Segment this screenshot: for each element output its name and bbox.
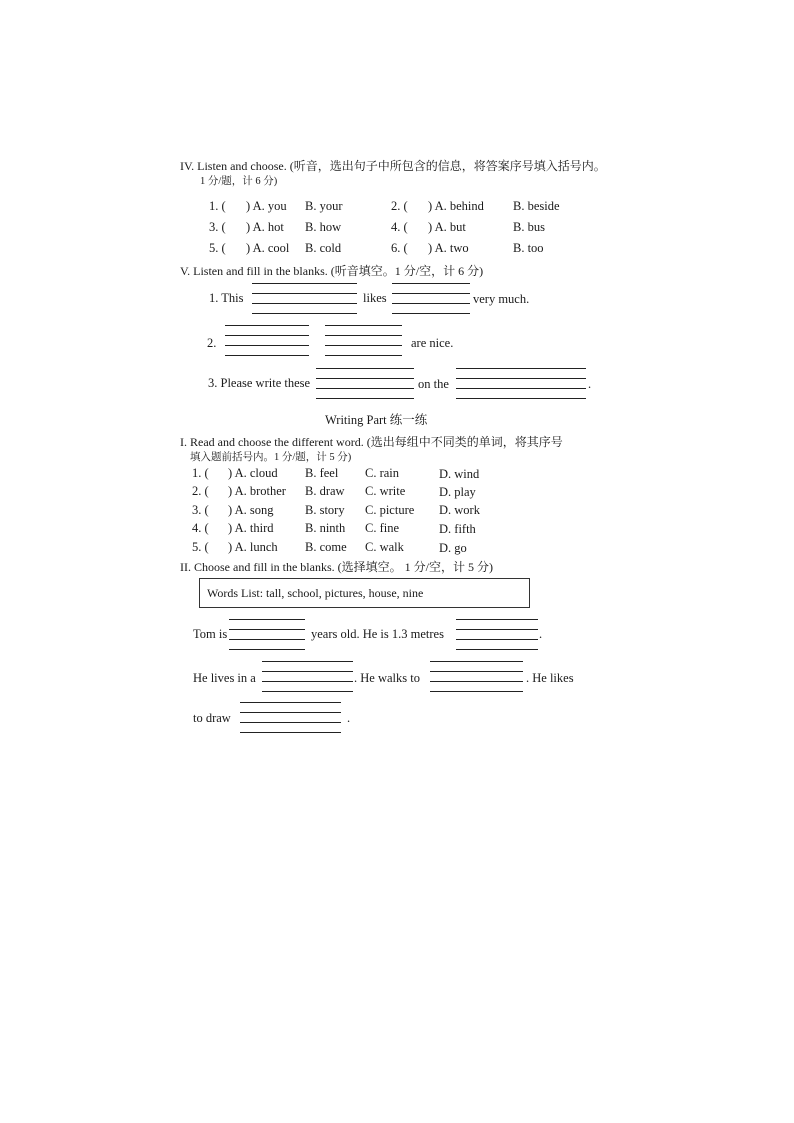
- option-b: B. draw: [305, 484, 345, 498]
- section-iv-heading: IV. Listen and choose. (听音，选出句子中所包含的信息，将答案序号填入括号内。: [180, 159, 606, 173]
- option-a: ) A. behind: [428, 199, 484, 213]
- blank-line: [430, 691, 523, 692]
- item-number: 3. (: [192, 503, 209, 517]
- option-b: B. ninth: [305, 521, 346, 535]
- section-i-heading: I. Read and choose the different word. (选出每组中不同类的单词，将其序号: [180, 435, 563, 449]
- option-c: C. rain: [365, 466, 400, 480]
- blank-line: [225, 325, 309, 326]
- section-iv-score: 1 分/题，计 6 分): [200, 176, 278, 187]
- option-a: ) A. third: [228, 521, 274, 535]
- item-number: 2. (: [192, 484, 209, 498]
- option-c: C. walk: [365, 540, 404, 554]
- section-v-heading: V. Listen and fill in the blanks. (听音填空。1 分/空，计 6 分): [180, 264, 484, 278]
- blank-line: [240, 722, 341, 723]
- fill-text: .: [539, 627, 543, 641]
- blank-line: [262, 691, 353, 692]
- option-d: D. fifth: [439, 522, 476, 536]
- blank-line: [430, 681, 523, 682]
- option-a: ) A. cool: [246, 241, 290, 255]
- writing-part-title: Writing Part 练一练: [325, 413, 428, 427]
- blank-line: [392, 303, 470, 304]
- words-list: Words List: tall, school, pictures, house, nine: [207, 586, 424, 600]
- item-number: 3. (: [209, 220, 226, 234]
- option-a: ) A. but: [428, 220, 466, 234]
- blank-line: [316, 368, 414, 369]
- fill-text: 2.: [207, 336, 217, 350]
- blank-line: [252, 283, 357, 284]
- item-number: 2. (: [391, 199, 408, 213]
- item-number: 5. (: [209, 241, 226, 255]
- fill-text: . He likes: [526, 671, 574, 685]
- blank-line: [392, 313, 470, 314]
- option-b: B. cold: [305, 241, 342, 255]
- fill-text: .: [588, 377, 592, 391]
- item-number: 1. (: [192, 466, 209, 480]
- option-a: ) A. you: [246, 199, 287, 213]
- option-a: ) A. cloud: [228, 466, 278, 480]
- item-number: 6. (: [391, 241, 408, 255]
- blank-line: [456, 649, 538, 650]
- blank-line: [325, 355, 402, 356]
- blank-line: [262, 661, 353, 662]
- blank-line: [225, 345, 309, 346]
- blank-line: [240, 712, 341, 713]
- section-ii-heading: II. Choose and fill in the blanks. (选择填空。 1 分/空，计 5 分): [180, 560, 493, 574]
- option-b: B. how: [305, 220, 342, 234]
- fill-text: Tom is: [193, 627, 228, 641]
- blank-line: [225, 335, 309, 336]
- fill-text: on the: [418, 377, 449, 391]
- item-number: 5. (: [192, 540, 209, 554]
- option-b: B. too: [513, 241, 544, 255]
- blank-line: [456, 639, 538, 640]
- blank-line: [456, 629, 538, 630]
- fill-text: He lives in a: [193, 671, 256, 685]
- blank-line: [430, 671, 523, 672]
- option-a: ) A. brother: [228, 484, 286, 498]
- option-a: ) A. hot: [246, 220, 284, 234]
- blank-line: [325, 345, 402, 346]
- words-list-box: [199, 578, 530, 608]
- blank-line: [229, 619, 305, 620]
- option-b: B. bus: [513, 220, 545, 234]
- section-i-score: 填入题前括号内。1 分/题，计 5 分): [190, 452, 352, 463]
- blank-line: [456, 619, 538, 620]
- blank-line: [456, 368, 586, 369]
- blank-line: [456, 388, 586, 389]
- option-b: B. beside: [513, 199, 560, 213]
- option-c: C. fine: [365, 521, 400, 535]
- blank-line: [392, 283, 470, 284]
- option-d: D. play: [439, 485, 476, 499]
- option-c: C. picture: [365, 503, 415, 517]
- option-b: B. come: [305, 540, 347, 554]
- blank-line: [316, 378, 414, 379]
- blank-line: [240, 732, 341, 733]
- blank-line: [262, 671, 353, 672]
- fill-text: are nice.: [411, 336, 454, 350]
- blank-line: [229, 629, 305, 630]
- fill-text: 3. Please write these: [208, 376, 311, 390]
- option-c: C. write: [365, 484, 406, 498]
- item-number: 4. (: [192, 521, 209, 535]
- blank-line: [252, 293, 357, 294]
- fill-text: .: [347, 711, 351, 725]
- blank-line: [430, 661, 523, 662]
- fill-text: years old. He is 1.3 metres: [311, 627, 444, 641]
- blank-line: [325, 325, 402, 326]
- option-a: ) A. lunch: [228, 540, 278, 554]
- blank-line: [456, 378, 586, 379]
- blank-line: [229, 649, 305, 650]
- blank-line: [325, 335, 402, 336]
- blank-line: [316, 388, 414, 389]
- option-a: ) A. two: [428, 241, 469, 255]
- fill-text: very much.: [473, 292, 530, 306]
- fill-text: likes: [363, 291, 387, 305]
- fill-text: to draw: [193, 711, 231, 725]
- blank-line: [240, 702, 341, 703]
- option-d: D. go: [439, 541, 467, 555]
- blank-line: [392, 293, 470, 294]
- option-b: B. your: [305, 199, 343, 213]
- option-b: B. feel: [305, 466, 339, 480]
- item-number: 1. (: [209, 199, 226, 213]
- option-a: ) A. song: [228, 503, 274, 517]
- blank-line: [316, 398, 414, 399]
- blank-line: [225, 355, 309, 356]
- blank-line: [229, 639, 305, 640]
- option-d: D. wind: [439, 467, 480, 481]
- blank-line: [456, 398, 586, 399]
- blank-line: [252, 303, 357, 304]
- option-d: D. work: [439, 503, 480, 517]
- fill-text: 1. This: [209, 291, 244, 305]
- fill-text: . He walks to: [354, 671, 420, 685]
- blank-line: [262, 681, 353, 682]
- option-b: B. story: [305, 503, 345, 517]
- blank-line: [252, 313, 357, 314]
- item-number: 4. (: [391, 220, 408, 234]
